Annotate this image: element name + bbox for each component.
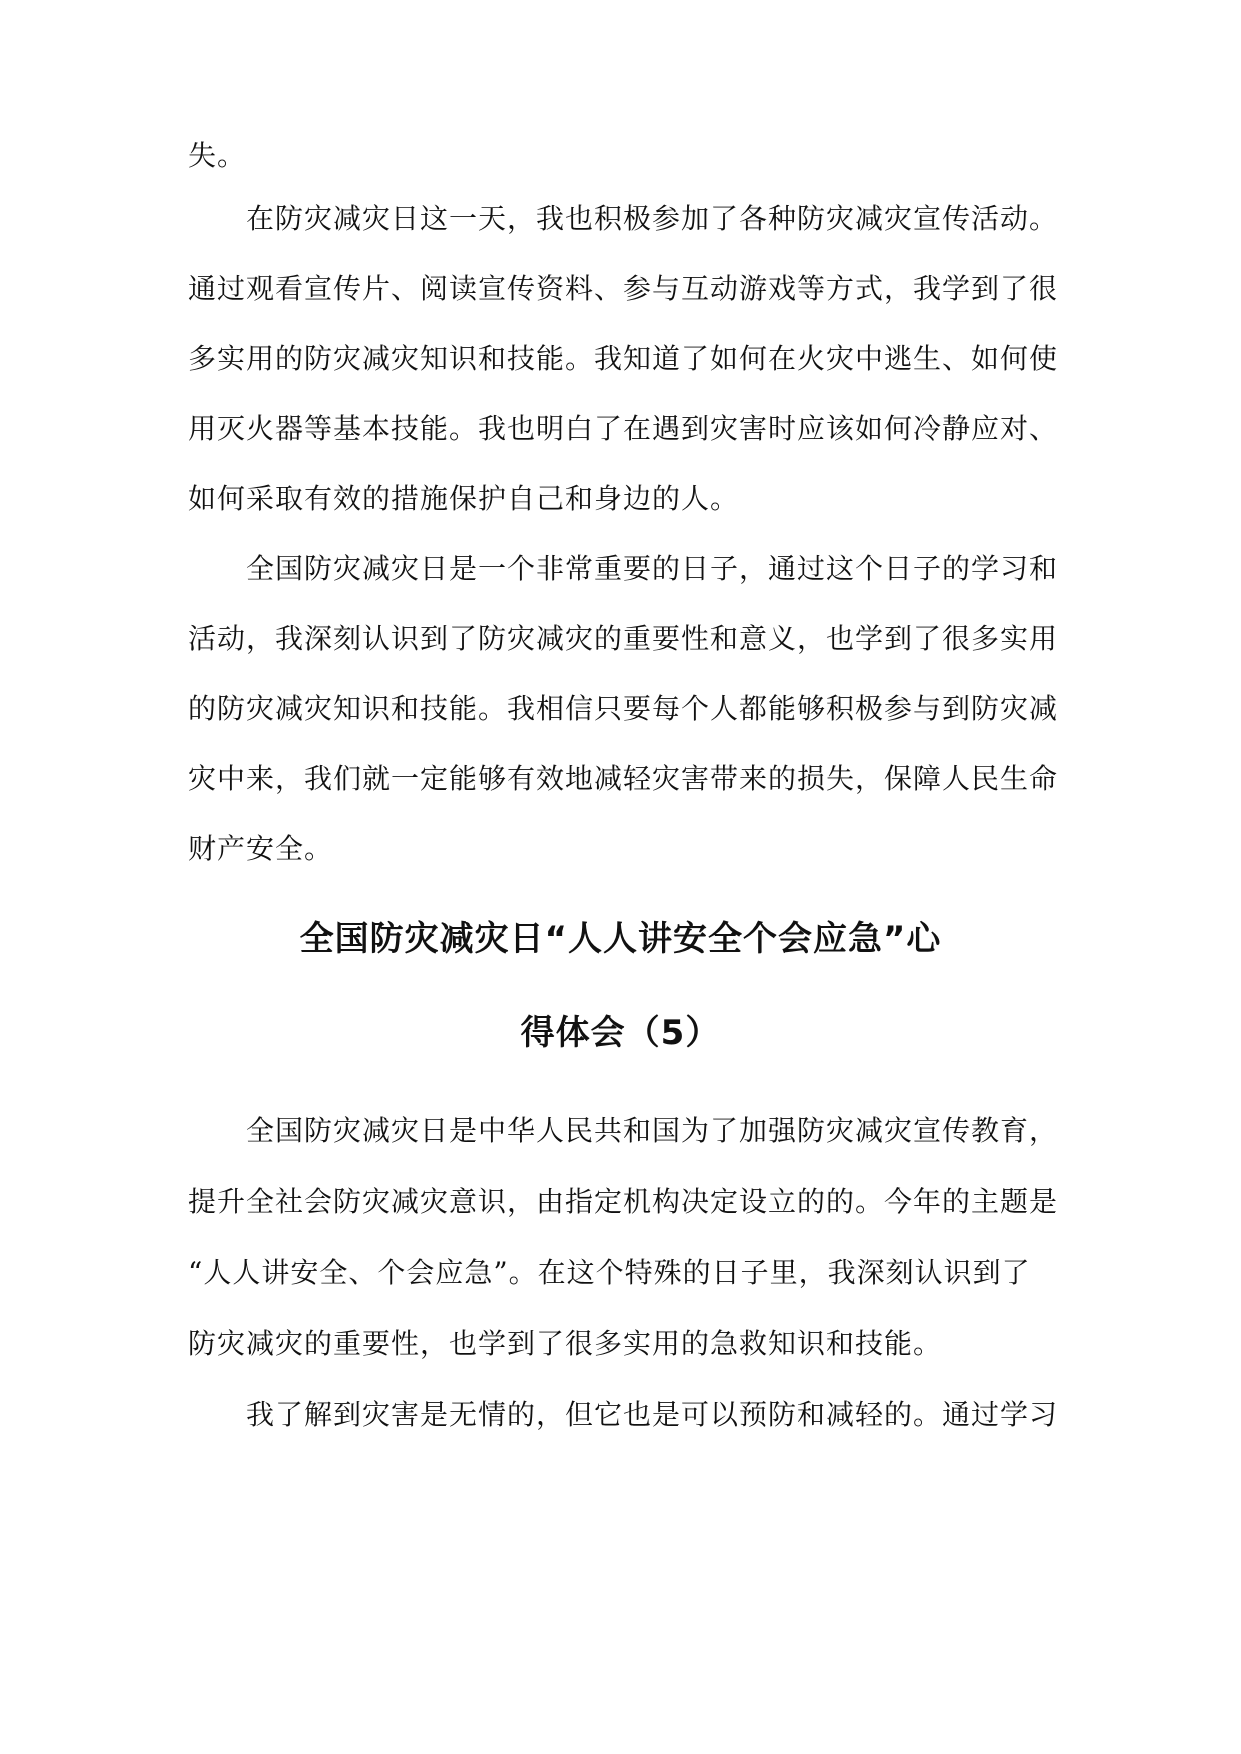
paragraph-line: 如何采取有效的措施保护自己和身边的人。 [188,482,740,515]
paragraph-line: 用灭火器等基本技能。我也明白了在遇到灾害时应该如何冷静应对、 [188,412,1059,445]
paragraph-line: 财产安全。 [188,832,334,865]
paragraph-line: 活动，我深刻认识到了防灾减灾的重要性和意义，也学到了很多实用 [188,622,1059,655]
paragraph-line: “人人讲安全、个会应急”。在这个特殊的日子里，我深刻认识到了 [188,1256,1031,1289]
paragraph-line: 失。 [188,139,247,172]
paragraph-line: 我了解到灾害是无情的，但它也是可以预防和减轻的。通过学习 [246,1398,1059,1431]
paragraph-line: 的防灾减灾知识和技能。我相信只要每个人都能够积极参与到防灾减 [188,692,1059,725]
paragraph-line: 多实用的防灾减灾知识和技能。我知道了如何在火灾中逃生、如何使 [188,342,1059,375]
paragraph-line: 全国防灾减灾日是中华人民共和国为了加强防灾减灾宣传教育， [246,1114,1059,1147]
paragraph-line: 防灾减灾的重要性，也学到了很多实用的急救知识和技能。 [188,1327,943,1360]
paragraph-line: 在防灾减灾日这一天，我也积极参加了各种防灾减灾宣传活动。 [246,202,1059,235]
paragraph-line: 提升全社会防灾减灾意识，由指定机构决定设立的的。今年的主题是 [188,1185,1059,1218]
paragraph-line: 全国防灾减灾日是一个非常重要的日子，通过这个日子的学习和 [246,552,1059,585]
section-heading: 得体会（5） [520,1013,721,1053]
section-heading: 全国防灾减灾日“人人讲安全个会应急”心 [299,919,942,959]
paragraph-line: 通过观看宣传片、阅读宣传资料、参与互动游戏等方式，我学到了很 [188,272,1059,305]
paragraph-line: 灾中来，我们就一定能够有效地减轻灾害带来的损失，保障人民生命 [188,762,1059,795]
